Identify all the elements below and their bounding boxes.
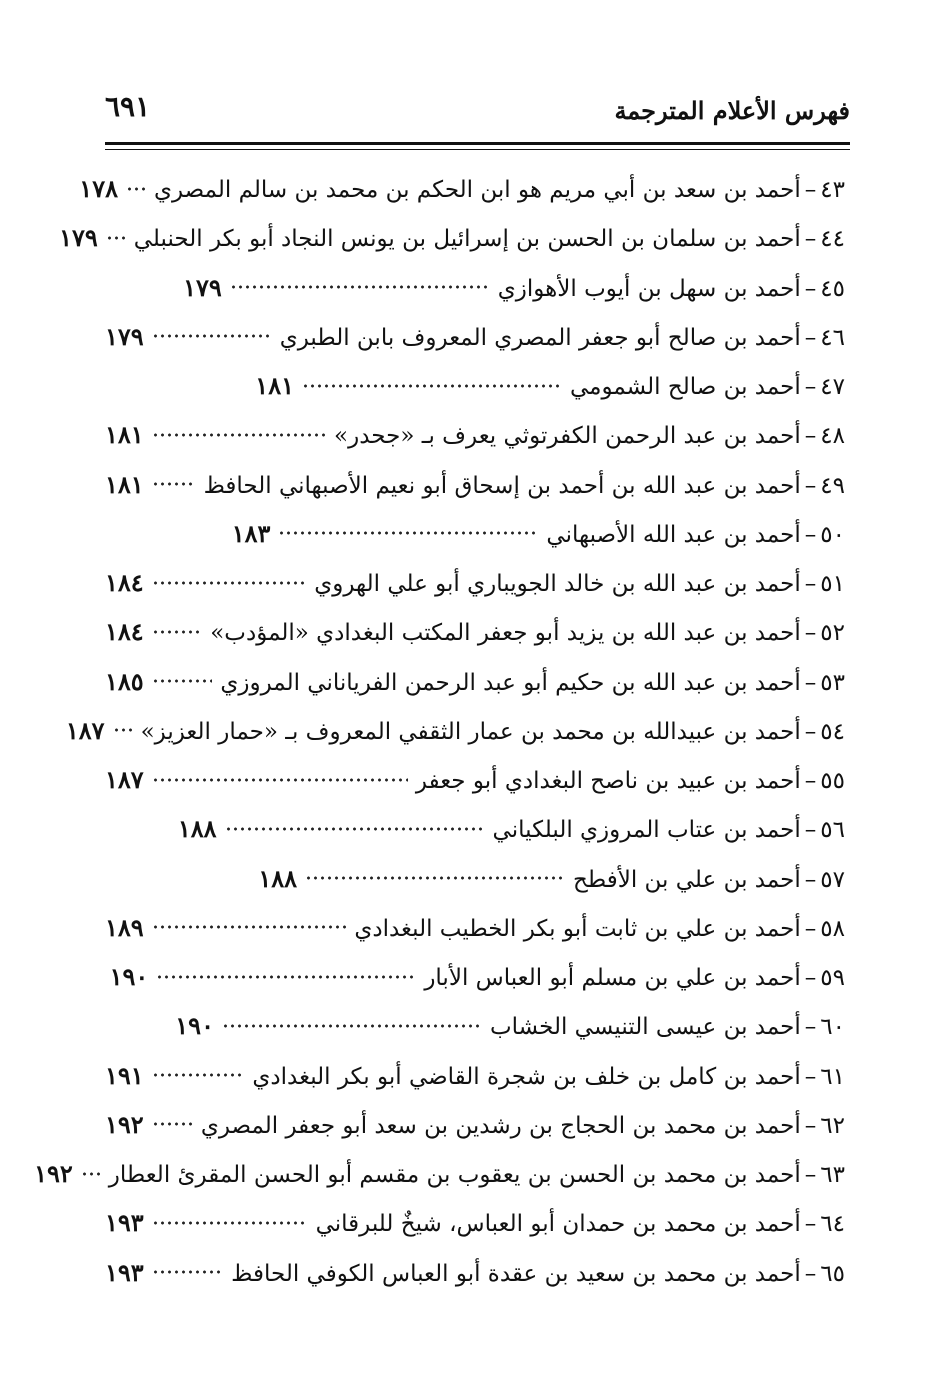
entry-page-number: ١٩٣ xyxy=(105,1208,144,1238)
index-entry xyxy=(105,1051,845,1100)
entry-name: أحمد بن عبد الله الأصبهاني xyxy=(546,521,801,548)
dot-leader xyxy=(225,817,485,841)
entry-number: ٦٠ xyxy=(820,1014,845,1041)
entry-page-number: ١٨٧ xyxy=(65,715,105,745)
dot-leader xyxy=(152,571,307,595)
entry-dash: – xyxy=(804,1112,817,1139)
dot-leader xyxy=(152,620,203,644)
entry-name: أحمد بن عبد الرحمن الكفرتوثي يعرف بـ «جحدر» xyxy=(334,423,801,450)
dot-leader xyxy=(152,423,326,447)
entry-number: ٤٤ xyxy=(820,226,845,253)
entry-dash: – xyxy=(804,275,817,302)
entry-name: أحمد بن سلمان بن الحسن بن إسرائيل بن يونس النجاد أبو بكر الحنبلي xyxy=(133,226,801,253)
entry-page-number: ١٩٢ xyxy=(34,1159,73,1188)
entry-page-number: ١٨١ xyxy=(105,420,144,450)
index-entry xyxy=(105,410,845,459)
dot-leader xyxy=(152,1063,245,1087)
entry-name: أحمد بن علي بن الأفطح xyxy=(573,866,801,893)
index-entry xyxy=(105,1198,845,1247)
entry-dash: – xyxy=(804,472,817,499)
entry-dash: – xyxy=(804,620,817,647)
entry-name: أحمد بن محمد بن الحسن بن يعقوب بن مقسم أبو الحسن المقرئ العطار xyxy=(108,1162,801,1188)
index-entry xyxy=(105,657,845,706)
dot-leader xyxy=(152,324,272,348)
header-rule-thick xyxy=(105,142,850,145)
index-entry xyxy=(65,706,845,755)
entry-dash: – xyxy=(804,423,817,450)
entry-name: أحمد بن محمد بن حمدان أبو العباس، شيخٌ للبرقاني xyxy=(315,1211,801,1238)
entry-name: أحمد بن سعد بن أبي مريم هو ابن الحكم بن محمد بن سالم المصري xyxy=(153,177,801,203)
entry-page-number: ١٨٥ xyxy=(105,666,144,696)
index-entry xyxy=(105,361,845,410)
entry-number: ٦١ xyxy=(820,1063,845,1090)
entry-name: أحمد بن كامل بن خلف بن شجرة القاضي أبو بكر البغدادي xyxy=(252,1063,801,1090)
index-entry xyxy=(34,1149,845,1198)
entry-page-number: ١٨١ xyxy=(105,469,144,499)
entry-number: ٦٥ xyxy=(820,1260,845,1287)
entry-number: ٤٥ xyxy=(820,275,845,302)
entry-name: أحمد بن سهل بن أيوب الأهوازي xyxy=(497,275,801,302)
dot-leader xyxy=(152,1112,193,1136)
index-entry xyxy=(105,263,845,312)
entry-name: أحمد بن عيسى التنيسي الخشاب xyxy=(489,1014,801,1041)
entry-number: ٥٩ xyxy=(820,965,845,991)
entry-dash: – xyxy=(804,1211,817,1238)
entry-page-number: ١٩٠ xyxy=(175,1011,214,1041)
entry-number: ٤٣ xyxy=(820,177,845,203)
entry-dash: – xyxy=(804,324,817,351)
entry-dash: – xyxy=(804,1162,817,1188)
entry-page-number: ١٨٨ xyxy=(258,863,298,893)
index-entry xyxy=(105,1100,845,1149)
entry-dash: – xyxy=(804,817,817,844)
entry-dash: – xyxy=(804,866,817,893)
index-entry xyxy=(59,213,845,262)
dot-leader xyxy=(152,1211,308,1235)
entry-number: ٥٤ xyxy=(820,718,845,745)
page-number: ٦٩١ xyxy=(105,90,151,123)
entry-page-number: ١٨٣ xyxy=(231,518,271,548)
entry-page-number: ١٧٩ xyxy=(59,223,98,253)
entry-name: أحمد بن عتاب المروزي البلكياني xyxy=(492,817,801,844)
entry-number: ٥٧ xyxy=(820,866,845,893)
entry-number: ٦٢ xyxy=(820,1112,845,1139)
index-entry xyxy=(105,460,845,509)
entry-name: أحمد بن عبيدالله بن محمد بن عمار الثقفي المعروف بـ «حمار العزيز» xyxy=(140,718,801,745)
index-entry xyxy=(105,804,845,853)
entry-name: أحمد بن عبد الله بن حكيم أبو عبد الرحمن الفرياناني المروزي xyxy=(220,669,801,696)
entry-name: أحمد بن صالح الشمومي xyxy=(569,374,801,400)
dot-leader xyxy=(152,1260,223,1284)
entry-dash: – xyxy=(804,768,817,794)
index-entry xyxy=(105,607,845,656)
dot-leader xyxy=(305,866,565,890)
entry-name: أحمد بن عبد الله بن خالد الجويباري أبو علي الهروي xyxy=(314,571,801,597)
entry-dash: – xyxy=(804,226,817,253)
index-entry xyxy=(105,312,845,361)
entry-number: ٤٨ xyxy=(820,423,845,450)
entry-page-number: ١٨١ xyxy=(255,371,294,400)
entry-number: ٤٧ xyxy=(820,374,845,400)
entry-number: ٥١ xyxy=(820,571,845,597)
dot-leader xyxy=(152,472,196,496)
index-entry xyxy=(105,509,845,558)
entry-number: ٥٠ xyxy=(820,521,845,548)
entry-dash: – xyxy=(804,1014,817,1041)
index-entry xyxy=(105,558,845,607)
dot-leader xyxy=(152,768,408,792)
index-entry xyxy=(105,952,845,1001)
index-entry xyxy=(79,164,845,213)
entry-page-number: ١٨٤ xyxy=(105,568,144,597)
index-entry xyxy=(105,903,845,952)
page-header xyxy=(105,88,850,136)
entry-number: ٦٣ xyxy=(820,1162,845,1188)
entry-page-number: ١٧٩ xyxy=(183,272,222,302)
entry-name: أحمد بن عبد الله بن أحمد بن إسحاق أبو نعيم الأصبهاني الحافظ xyxy=(203,472,801,499)
entry-page-number: ١٨٤ xyxy=(105,617,144,647)
dot-leader xyxy=(106,226,126,250)
entry-dash: – xyxy=(804,669,817,696)
entry-dash: – xyxy=(804,1260,817,1287)
entry-dash: – xyxy=(804,965,817,991)
entry-page-number: ١٨٩ xyxy=(105,912,144,942)
entry-page-number: ١٩٠ xyxy=(109,962,149,991)
dot-leader xyxy=(222,1014,482,1038)
entry-name: أحمد بن علي بن مسلم أبو العباس الأبار xyxy=(424,965,801,991)
entry-number: ٤٩ xyxy=(820,472,845,499)
dot-leader xyxy=(302,374,562,398)
entry-dash: – xyxy=(804,177,817,203)
header-rule-thin xyxy=(105,149,850,150)
header-title: فهرس الأعلام المترجمة xyxy=(614,96,850,125)
entry-number: ٥٦ xyxy=(820,817,845,844)
dot-leader xyxy=(156,965,416,989)
entry-name: أحمد بن عبد الله بن يزيد أبو جعفر المكتب البغدادي «المؤدب» xyxy=(210,620,801,647)
entry-page-number: ١٨٨ xyxy=(177,814,217,844)
index-entry xyxy=(105,1248,845,1297)
dot-leader xyxy=(81,1162,101,1186)
dot-leader xyxy=(152,915,347,939)
index-entry xyxy=(105,854,845,903)
dot-leader xyxy=(278,521,538,545)
entry-number: ٥٣ xyxy=(820,669,845,696)
index-entry-list xyxy=(34,164,845,1297)
entry-page-number: ١٩٢ xyxy=(105,1109,144,1139)
entry-number: ٦٤ xyxy=(820,1211,845,1238)
entry-page-number: ١٩١ xyxy=(105,1060,144,1090)
entry-name: أحمد بن صالح أبو جعفر المصري المعروف بابن الطبري xyxy=(279,324,801,351)
entry-number: ٥٨ xyxy=(820,915,845,942)
entry-number: ٥٢ xyxy=(820,620,845,647)
index-entry xyxy=(105,755,845,804)
dot-leader xyxy=(152,669,213,693)
dot-leader xyxy=(126,177,146,201)
index-entry xyxy=(105,1001,845,1050)
entry-number: ٤٦ xyxy=(820,324,845,351)
entry-number: ٥٥ xyxy=(820,768,845,794)
entry-page-number: ١٧٩ xyxy=(105,321,144,351)
entry-dash: – xyxy=(804,521,817,548)
entry-dash: – xyxy=(804,1063,817,1090)
entry-dash: – xyxy=(804,571,817,597)
entry-name: أحمد بن محمد بن الحجاج بن رشدين بن سعد أبو جعفر المصري xyxy=(200,1112,801,1139)
entry-name: أحمد بن علي بن ثابت أبو بكر الخطيب البغدادي xyxy=(354,915,801,942)
entry-name: أحمد بن عبيد بن ناصح البغدادي أبو جعفر xyxy=(415,768,801,794)
entry-page-number: ١٧٨ xyxy=(79,174,118,203)
entry-dash: – xyxy=(804,718,817,745)
dot-leader xyxy=(113,718,133,742)
entry-page-number: ١٩٣ xyxy=(105,1257,144,1287)
entry-dash: – xyxy=(804,915,817,942)
entry-name: أحمد بن محمد بن سعيد بن عقدة أبو العباس الكوفي الحافظ xyxy=(231,1260,801,1287)
dot-leader xyxy=(230,275,490,299)
entry-dash: – xyxy=(804,374,817,400)
entry-page-number: ١٨٧ xyxy=(105,765,144,794)
